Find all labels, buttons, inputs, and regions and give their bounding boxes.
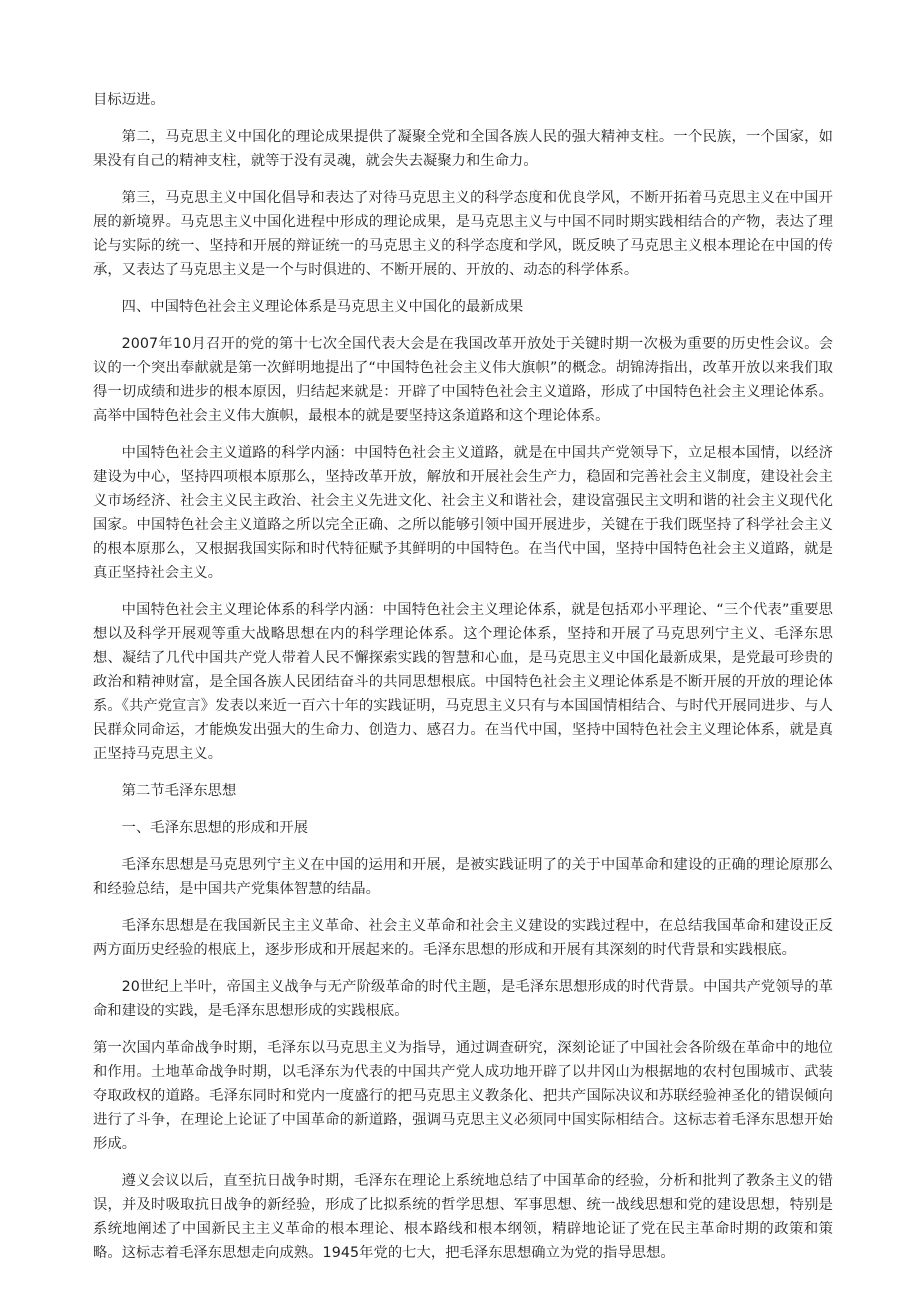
paragraph-mao-formation: 毛泽东思想是在我国新民主主义革命、社会主义革命和社会主义建设的实践过程中，在总结我国革命和建设正反两方面历史经验的根底上，逐步形成和开展起来的。毛泽东思想的形成和开展有其深刻的时代背景和实践根底。 — [93, 918, 833, 958]
document-page — [93, 88, 833, 1278]
paragraph-continuation: 目标迈进。 — [93, 92, 165, 108]
paragraph-road-connotation: 中国特色社会主义道路的科学内涵：中国特色社会主义道路，就是在中国共产党领导下，立足根本国情，以经济建设为中心，坚持四项根本原那么，坚持改革开放，解放和开展社会生产力，稳固和完善社会主义制度，建设社会主义市场经济、社会主义民主政治、社会主义先进文化、社会主义和谐社会，建设富强民主文明和谐的社会主义现代化国家。中国特色社会主义道路之所以完全正确、之所以能够引领中国开展进步，关键在于我们既坚持了科学社会主义的根本原那么，又根据我国实际和时代特征赋予其鲜明的中国特色。在当代中国，坚持中国特色社会主义道路，就是真正坚持社会主义。 — [93, 445, 833, 581]
paragraph-17th-congress: 2007年10月召开的党的第十七次全国代表大会是在我国改革开放处于关键时期一次极为重要的历史性会议。会议的一个突出奉献就是第一次鲜明地提出了“中国特色社会主义伟大旗帜”的概念。胡锦涛指出，改革开放以来我们取得一切成绩和进步的根本原因，归结起来就是：开辟了中国特色社会主义道路，形成了中国特色社会主义理论体系。高举中国特色社会主义伟大旗帜，最根本的就是要坚持这条道路和这个理论体系。 — [93, 336, 833, 424]
paragraph-first-civil-war: 第一次国内革命战争时期，毛泽东以马克思主义为指导，通过调查研究，深刻论证了中国社会各阶级在革命中的地位和作用。土地革命战争时期，以毛泽东为代表的中国共产党人成功地开辟了以井冈山为根据地的农村包围城市、武装夺取政权的道路。毛泽东同时和党内一度盛行的把马克思主义教条化、把共产国际决议和苏联经验神圣化的错误倾向进行了斗争，在理论上论证了中国革命的新道路，强调马克思主义必须同中国实际相结合。这标志着毛泽东思想开始形成。 — [93, 1040, 833, 1152]
section-title-mao-thought: 第二节毛泽东思想 — [121, 783, 237, 799]
paragraph-spiritual-pillar: 第二，马克思主义中国化的理论成果提供了凝聚全党和全国各族人民的强大精神支柱。一个民族，一个国家，如果没有自己的精神支柱，就等于没有灵魂，就会失去凝聚力和生命力。 — [93, 129, 833, 169]
paragraph-20th-century: 20世纪上半叶，帝国主义战争与无产阶级革命的时代主题，是毛泽东思想形成的时代背景。中国共产党领导的革命和建设的实践，是毛泽东思想形成的实践根底。 — [93, 979, 833, 1019]
subsection-heading-1: 一、毛泽东思想的形成和开展 — [121, 820, 309, 836]
paragraph-theory-connotation: 中国特色社会主义理论体系的科学内涵：中国特色社会主义理论体系，就是包括邓小平理论、“三个代表”重要思想以及科学开展观等重大战略思想在内的科学理论体系。这个理论体系，坚持和开展了马克思列宁主义、毛泽东思想、凝结了几代中国共产党人带着人民不懈探索实践的智慧和心血，是马克思主义中国化最新成果，是党最可珍贵的政治和精神财富，是全国各族人民团结奋斗的共同思想根底。中国特色社会主义理论体系是不断开展的开放的理论体系。《共产党宣言》发表以来近一百六十年的实践证明，马克思主义只有与本国国情相结合、与时代开展同进步、与人民群众同命运，才能焕发出强大的生命力、创造力、感召力。在当代中国，坚持中国特色社会主义理论体系，就是真正坚持马克思主义。 — [93, 602, 833, 762]
section-heading-4: 四、中国特色社会主义理论体系是马克思主义中国化的最新成果 — [121, 299, 524, 315]
paragraph-scientific-attitude: 第三，马克思主义中国化倡导和表达了对待马克思主义的科学态度和优良学风，不断开拓着马克思主义在中国开展的新境界。马克思主义中国化进程中形成的理论成果，是马克思主义与中国不同时期实践相结合的产物，表达了理论与实际的统一、坚持和开展的辩证统一的马克思主义的科学态度和学风，既反映了马克思主义根本理论在中国的传承，又表达了马克思主义是一个与时俱进的、不断开展的、开放的、动态的科学体系。 — [93, 190, 833, 278]
paragraph-zunyi-meeting: 遵义会议以后，直至抗日战争时期，毛泽东在理论上系统地总结了中国革命的经验，分析和批判了教条主义的错误，并及时吸取抗日战争的新经验，形成了比拟系统的哲学思想、军事思想、统一战线思想和党的建设思想，特别是系统地阐述了中国新民主主义革命的根本理论、根本路线和根本纲领，精辟地论证了党在民主革命时期的政策和策略。这标志着毛泽东思想走向成熟。1945年党的七大，把毛泽东思想确立为党的指导思想。 — [93, 1173, 833, 1261]
paragraph-mao-definition: 毛泽东思想是马克思列宁主义在中国的运用和开展，是被实践证明了的关于中国革命和建设的正确的理论原那么和经验总结，是中国共产党集体智慧的结晶。 — [93, 857, 833, 897]
